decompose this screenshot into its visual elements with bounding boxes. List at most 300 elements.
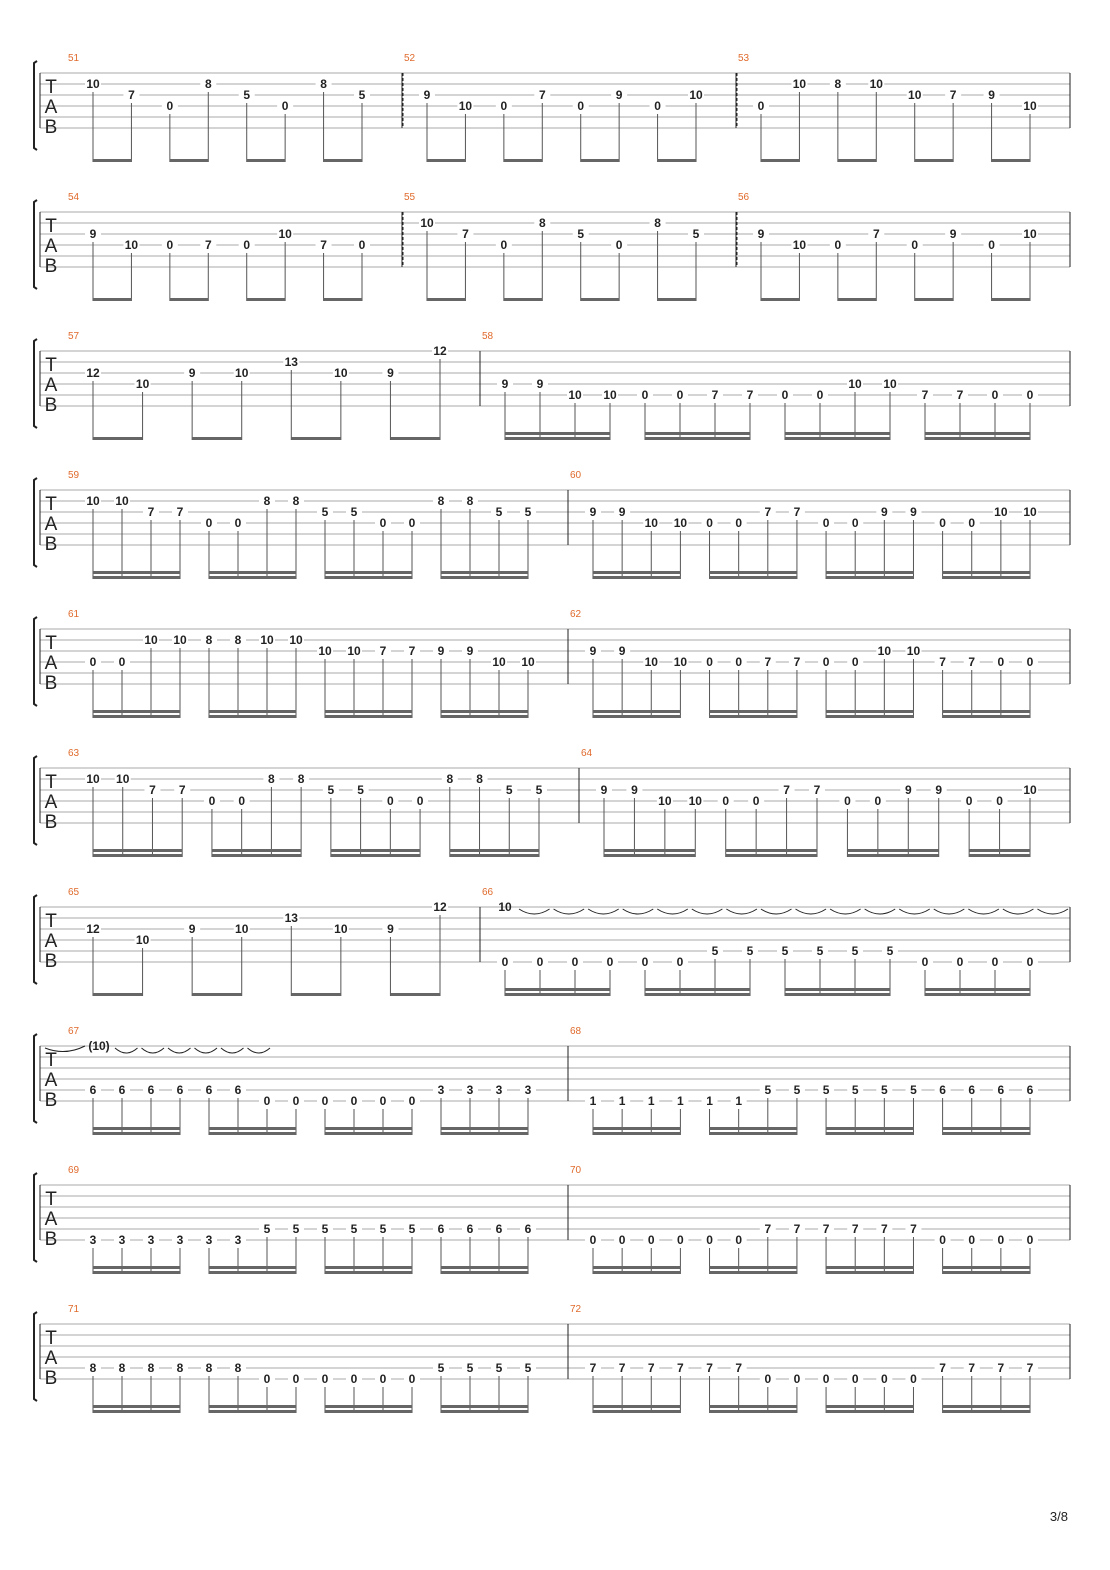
beam <box>785 432 890 435</box>
fret-number: 10 <box>603 388 617 402</box>
fret-number: 0 <box>292 1372 300 1386</box>
beam <box>209 1127 296 1130</box>
beam <box>209 715 296 718</box>
beam <box>943 576 1030 579</box>
beam <box>504 159 542 162</box>
fret-number: 10 <box>260 633 274 647</box>
beam <box>170 159 208 162</box>
fret-number: 10 <box>235 366 249 380</box>
fret-number: 10 <box>658 794 672 808</box>
fret-number: 0 <box>757 99 765 113</box>
fret-number: 0 <box>874 794 882 808</box>
fret-number: 0 <box>321 1094 329 1108</box>
beam <box>838 298 876 301</box>
tab-clef-letter: T <box>45 911 57 932</box>
fret-number: 1 <box>677 1094 684 1108</box>
tab-clef-letter: T <box>45 772 57 793</box>
beam <box>658 298 696 301</box>
beam <box>170 298 208 301</box>
fret-number: 3 <box>176 1233 184 1247</box>
beam <box>505 993 610 996</box>
fret-number: 7 <box>408 644 416 658</box>
fret-number: 5 <box>292 1222 300 1236</box>
beam <box>325 1410 412 1413</box>
fret-number: 9 <box>880 505 888 519</box>
fret-number: 0 <box>379 1372 387 1386</box>
fret-number: 3 <box>147 1233 155 1247</box>
fret-number: 9 <box>618 644 626 658</box>
tie-arc <box>1003 909 1034 914</box>
beam <box>390 993 440 996</box>
beam <box>847 849 938 852</box>
beam <box>93 298 131 301</box>
fret-number: 0 <box>939 516 946 530</box>
fret-number: 7 <box>735 1361 743 1375</box>
fret-number: 0 <box>997 655 1005 669</box>
fret-number: 0 <box>536 955 544 969</box>
measure-number: 56 <box>738 192 750 203</box>
fret-number: 0 <box>654 99 661 113</box>
fret-number: 7 <box>793 505 801 519</box>
fret-number: 5 <box>321 1222 329 1236</box>
beam <box>93 1132 180 1135</box>
fret-number: 0 <box>589 1233 597 1247</box>
beam <box>427 298 465 301</box>
beam <box>925 432 1030 435</box>
beam <box>593 1405 680 1408</box>
fret-number: 0 <box>822 516 830 530</box>
fret-number: 0 <box>379 1094 387 1108</box>
beam <box>247 159 285 162</box>
page-number: 3/8 <box>1049 1509 1068 1524</box>
system-bracket <box>34 1173 37 1262</box>
tab-clef-letter: A <box>44 1348 58 1369</box>
beam <box>209 571 296 574</box>
fret-number: 10 <box>135 377 150 391</box>
beam <box>645 432 750 435</box>
fret-number: 10 <box>1023 783 1037 797</box>
tab-clef-letter: T <box>45 1189 57 1210</box>
fret-number: 10 <box>877 644 892 658</box>
fret-number: 0 <box>834 238 842 252</box>
fret-number: 7 <box>711 388 719 402</box>
fret-number: 8 <box>297 772 305 786</box>
fret-number: 6 <box>466 1222 474 1236</box>
tie-arc <box>623 909 654 914</box>
fret-number: 5 <box>746 944 754 958</box>
beam <box>93 849 182 852</box>
fret-number: 7 <box>822 1222 830 1236</box>
fret-number: 7 <box>379 644 387 658</box>
beam <box>593 576 680 579</box>
fret-number: 0 <box>263 1094 271 1108</box>
beam <box>212 854 301 857</box>
fret-number: 0 <box>234 516 242 530</box>
fret-number-tied: 10 <box>498 900 512 914</box>
beam <box>969 854 1030 857</box>
fret-number: 0 <box>500 99 508 113</box>
fret-number: 1 <box>618 1094 626 1108</box>
tie-arc <box>796 909 827 914</box>
system-bracket <box>34 200 37 289</box>
fret-number: 6 <box>147 1083 155 1097</box>
fret-number: 5 <box>910 1083 917 1097</box>
beam <box>925 437 1030 440</box>
beam <box>93 710 180 713</box>
beam <box>212 849 301 852</box>
fret-number: 8 <box>654 216 661 230</box>
fret-number: 5 <box>495 1361 503 1375</box>
fret-number: 10 <box>235 922 249 936</box>
tie-arc <box>657 909 688 914</box>
fret-number: 9 <box>988 88 995 102</box>
fret-number: 0 <box>243 238 251 252</box>
fret-number: 10 <box>492 655 506 669</box>
tab-clef-letter: A <box>44 1209 58 1230</box>
fret-number: 5 <box>358 88 366 102</box>
tab-clef-letter: B <box>44 395 58 416</box>
fret-number: 9 <box>536 377 544 391</box>
beam <box>826 1266 913 1269</box>
beam <box>710 571 797 574</box>
beam <box>325 1132 412 1135</box>
fret-number: 10 <box>318 644 332 658</box>
beam <box>785 993 890 996</box>
fret-number: 8 <box>176 1361 184 1375</box>
fret-number: 5 <box>408 1222 416 1236</box>
tab-clef-letter: B <box>44 951 58 972</box>
fret-number: 0 <box>500 238 508 252</box>
fret-number: 0 <box>851 655 859 669</box>
fret-number: 0 <box>844 794 851 808</box>
fret-number: 10 <box>347 644 361 658</box>
beam <box>593 1127 680 1130</box>
fret-number: 5 <box>711 944 719 958</box>
beam <box>441 576 528 579</box>
tab-clef-letter: T <box>45 216 57 237</box>
beam <box>324 159 362 162</box>
fret-number: 5 <box>535 783 543 797</box>
measure-number: 71 <box>68 1304 80 1315</box>
fret-number: 7 <box>706 1361 713 1375</box>
fret-number: 10 <box>124 238 139 252</box>
beam <box>925 993 1030 996</box>
fret-number: 0 <box>822 1372 830 1386</box>
tab-clef-letter: T <box>45 633 57 654</box>
fret-number: 5 <box>851 944 859 958</box>
beam <box>441 1405 528 1408</box>
fret-number: 7 <box>956 388 964 402</box>
fret-number: 0 <box>851 516 859 530</box>
fret-number: 0 <box>677 1233 684 1247</box>
fret-number: 0 <box>350 1094 358 1108</box>
fret-number: 0 <box>735 655 743 669</box>
fret-number: 5 <box>524 505 532 519</box>
system-bracket <box>34 339 37 428</box>
beam <box>943 1132 1030 1135</box>
measure-number: 60 <box>570 470 582 481</box>
fret-number: 10 <box>116 772 130 786</box>
beam <box>192 437 242 440</box>
tab-clef-letter: B <box>44 1229 58 1250</box>
beam <box>992 298 1030 301</box>
tie-arc <box>934 909 965 914</box>
beam <box>209 576 296 579</box>
beam <box>441 1127 528 1130</box>
tie-arc <box>830 909 861 914</box>
fret-number: 0 <box>988 238 995 252</box>
fret-number: 10 <box>689 88 703 102</box>
beam <box>209 1266 296 1269</box>
beam <box>826 1410 913 1413</box>
fret-number: 10 <box>521 655 535 669</box>
beam <box>645 437 750 440</box>
fret-number: 0 <box>676 388 684 402</box>
fret-number: 10 <box>848 377 862 391</box>
fret-number: 5 <box>243 88 251 102</box>
system-bracket <box>34 61 37 150</box>
fret-number: 0 <box>706 655 713 669</box>
fret-number: 9 <box>935 783 943 797</box>
fret-number: 0 <box>606 955 614 969</box>
beam <box>247 298 285 301</box>
fret-number: 10 <box>644 655 658 669</box>
fret-number: 10 <box>792 238 807 252</box>
fret-number: 6 <box>118 1083 126 1097</box>
beam <box>710 715 797 718</box>
beam <box>325 571 412 574</box>
beam <box>93 993 143 996</box>
measure-number: 70 <box>570 1165 582 1176</box>
beam <box>93 1405 180 1408</box>
fret-number: 7 <box>921 388 929 402</box>
fret-number: 7 <box>147 505 155 519</box>
fret-number: 0 <box>416 794 424 808</box>
beam <box>441 1410 528 1413</box>
fret-number: 0 <box>89 655 97 669</box>
fret-number: 13 <box>284 355 298 369</box>
measure-number: 64 <box>581 748 593 759</box>
beam <box>992 159 1030 162</box>
measure-number: 53 <box>738 53 750 64</box>
measure-number: 65 <box>68 887 80 898</box>
fret-number: 0 <box>722 794 730 808</box>
fret-number: 5 <box>379 1222 387 1236</box>
beam <box>826 1271 913 1274</box>
fret-number: 6 <box>234 1083 242 1097</box>
fret-number: 9 <box>437 644 445 658</box>
beam <box>943 710 1030 713</box>
fret-number: 10 <box>673 655 688 669</box>
tab-clef-letter: T <box>45 1050 57 1071</box>
beam <box>925 988 1030 991</box>
fret-number: 3 <box>234 1233 242 1247</box>
tab-clef-letter: T <box>45 1328 57 1349</box>
fret-number: 9 <box>904 783 912 797</box>
beam <box>943 1127 1030 1130</box>
tab-clef-letter: A <box>44 514 58 535</box>
beam <box>450 849 539 852</box>
beam <box>209 1405 296 1408</box>
measure-number: 59 <box>68 470 80 481</box>
measure-number: 68 <box>570 1026 582 1037</box>
fret-number: 7 <box>968 1361 976 1375</box>
beam <box>593 571 680 574</box>
fret-number: 3 <box>495 1083 503 1097</box>
fret-number: 10 <box>792 77 807 91</box>
fret-number: 8 <box>234 1361 242 1375</box>
fret-number: 12 <box>86 922 100 936</box>
beam <box>209 1132 296 1135</box>
fret-number: 3 <box>466 1083 474 1097</box>
fret-number: 10 <box>144 633 158 647</box>
beam <box>826 576 913 579</box>
fret-number: 7 <box>851 1222 859 1236</box>
fret-number: 0 <box>615 238 623 252</box>
fret-number: 8 <box>118 1361 126 1375</box>
fret-number: 10 <box>1023 227 1037 241</box>
beam <box>761 298 799 301</box>
fret-number: 7 <box>880 1222 888 1236</box>
fret-number: 10 <box>173 633 187 647</box>
fret-number: 0 <box>968 516 976 530</box>
fret-number: 0 <box>880 1372 888 1386</box>
fret-number: 0 <box>571 955 579 969</box>
beam <box>325 715 412 718</box>
beam <box>943 1271 1030 1274</box>
beam <box>593 1132 680 1135</box>
beam <box>325 710 412 713</box>
fret-number: 10 <box>86 772 100 786</box>
fret-number: 0 <box>939 1233 946 1247</box>
fret-number: 7 <box>813 783 821 797</box>
beam <box>593 710 680 713</box>
fret-number: 0 <box>991 388 999 402</box>
tab-clef-letter: A <box>44 236 58 257</box>
fret-number: 0 <box>1026 388 1034 402</box>
beam <box>505 432 610 435</box>
tie-arc <box>588 909 619 914</box>
fret-number: 6 <box>1026 1083 1034 1097</box>
fret-number: 5 <box>524 1361 532 1375</box>
fret-number: 10 <box>115 494 129 508</box>
fret-number: 0 <box>118 655 126 669</box>
beam <box>325 1266 412 1269</box>
fret-number: 0 <box>764 1372 772 1386</box>
tab-clef-letter: A <box>44 1070 58 1091</box>
fret-number: 0 <box>641 388 649 402</box>
fret-number: 8 <box>466 494 474 508</box>
beam <box>427 159 465 162</box>
fret-number: 12 <box>433 900 447 914</box>
fret-number: 7 <box>204 238 212 252</box>
fret-number: 6 <box>939 1083 946 1097</box>
fret-number: 7 <box>949 88 957 102</box>
beam <box>785 437 890 440</box>
measure-number: 63 <box>68 748 80 759</box>
measure-number: 61 <box>68 609 80 620</box>
beam <box>390 437 440 440</box>
fret-number: 10 <box>334 922 348 936</box>
fret-number: 7 <box>764 1222 772 1236</box>
fret-number: 8 <box>205 633 213 647</box>
beam <box>593 1271 680 1274</box>
fret-number: 7 <box>618 1361 626 1375</box>
fret-number: 0 <box>1026 1233 1034 1247</box>
tab-clef-letter: A <box>44 653 58 674</box>
fret-number: 6 <box>495 1222 503 1236</box>
fret-number-tied: (10) <box>88 1039 110 1053</box>
fret-number: 0 <box>851 1372 859 1386</box>
beam <box>645 988 750 991</box>
tie-arc <box>554 909 585 914</box>
measure-number: 67 <box>68 1026 80 1037</box>
fret-number: 5 <box>505 783 513 797</box>
fret-number: 10 <box>994 505 1008 519</box>
fret-number: 5 <box>321 505 329 519</box>
fret-number: 8 <box>476 772 483 786</box>
fret-number: 8 <box>268 772 275 786</box>
fret-number: 9 <box>188 922 196 936</box>
tie-arc <box>168 1048 191 1053</box>
fret-number: 0 <box>292 1094 300 1108</box>
fret-number: 0 <box>996 794 1003 808</box>
fret-number: 0 <box>735 1233 743 1247</box>
fret-number: 7 <box>647 1361 655 1375</box>
fret-number: 0 <box>618 1233 626 1247</box>
tie-arc <box>115 1048 138 1053</box>
system-bracket <box>34 617 37 706</box>
fret-number: 0 <box>911 238 919 252</box>
measure-number: 69 <box>68 1165 80 1176</box>
beam <box>325 1127 412 1130</box>
tab-clef-letter: B <box>44 256 58 277</box>
fret-number: 7 <box>872 227 880 241</box>
fret-number: 9 <box>89 227 97 241</box>
measure-number: 72 <box>570 1304 582 1315</box>
fret-number: 0 <box>408 1094 416 1108</box>
beam <box>826 1132 913 1135</box>
fret-number: 3 <box>524 1083 532 1097</box>
beam <box>726 854 817 857</box>
fret-number: 8 <box>204 77 212 91</box>
fret-number: 8 <box>446 772 454 786</box>
beam <box>710 576 797 579</box>
fret-number: 7 <box>764 505 772 519</box>
fret-number: 1 <box>735 1094 743 1108</box>
beam <box>441 715 528 718</box>
fret-number: 8 <box>234 633 242 647</box>
fret-number: 8 <box>538 216 546 230</box>
beam <box>505 988 610 991</box>
fret-number: 10 <box>420 216 434 230</box>
fret-number: 5 <box>263 1222 271 1236</box>
beam <box>93 1266 180 1269</box>
beam <box>593 715 680 718</box>
fret-number: 8 <box>834 77 842 91</box>
beam <box>710 1127 797 1130</box>
fret-number: 10 <box>568 388 582 402</box>
fret-number: 0 <box>238 794 246 808</box>
beam <box>826 571 913 574</box>
fret-number: 8 <box>205 1361 213 1375</box>
beam <box>441 710 528 713</box>
tab-clef-letter: B <box>44 812 58 833</box>
fret-number: 0 <box>208 794 216 808</box>
fret-number: 10 <box>135 933 150 947</box>
fret-number: 7 <box>128 88 135 102</box>
tab-clef-letter: A <box>44 931 58 952</box>
